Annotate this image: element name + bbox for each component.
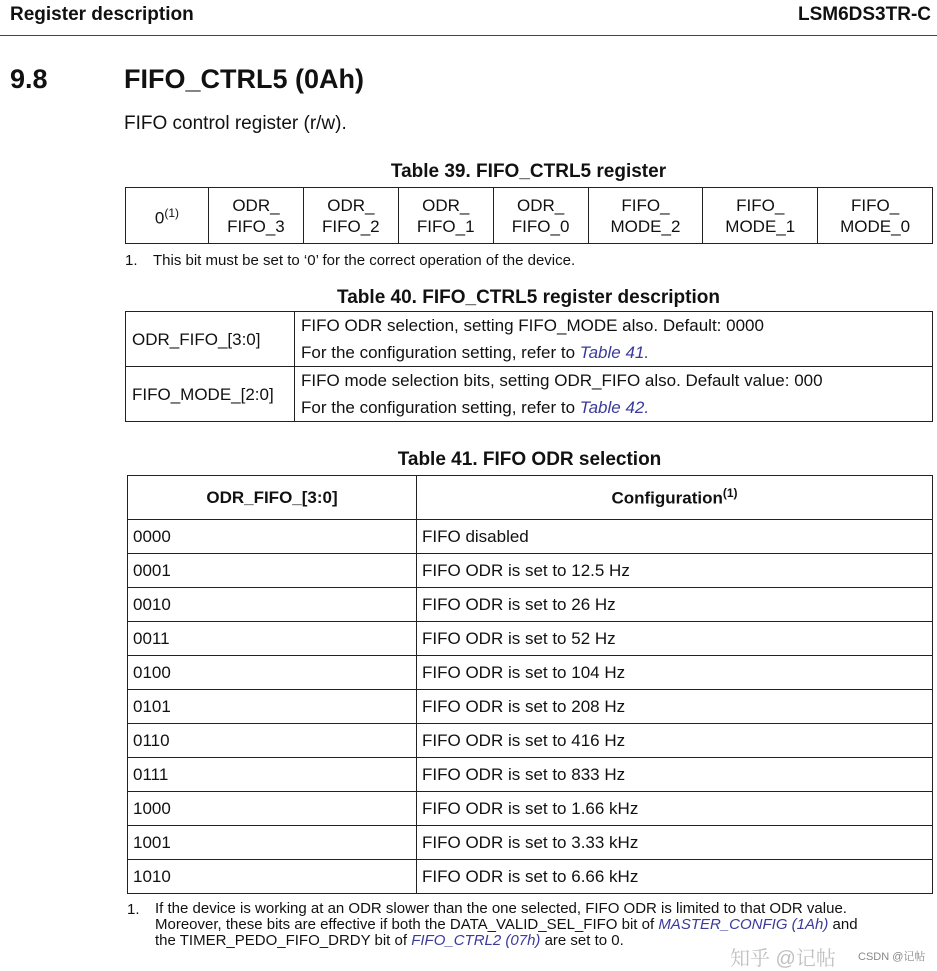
- col-config-footnote-ref: (1): [722, 486, 738, 501]
- table41-footnote: If the device is working at an ODR slower than the one selected, FIFO ODR is limited to that ODR value. Moreover, these bits are effective if both the DATA_VALID_SEL_FIFO bit of MASTER_CONFIG (1Ah) and the TIMER_PEDO_FIFO_DRDY bit of FIFO_CTRL2 (07h) are set to 0.: [155, 900, 858, 949]
- bit-cell: ODR_ FIFO_0: [493, 188, 588, 244]
- section-title: FIFO_CTRL5 (0Ah): [124, 64, 364, 94]
- odr-cell: 1010: [128, 860, 417, 894]
- master-config-link[interactable]: MASTER_CONFIG (1Ah): [658, 916, 829, 933]
- table41-caption: Table 41. FIFO ODR selection: [397, 449, 662, 470]
- config-cell: FIFO ODR is set to 833 Hz: [417, 758, 933, 792]
- odr-cell: 1000: [128, 792, 417, 826]
- config-cell: FIFO ODR is set to 416 Hz: [417, 724, 933, 758]
- header-right: LSM6DS3TR-C: [797, 4, 931, 25]
- col-odr: ODR_FIFO_[3:0]: [128, 476, 417, 520]
- table-row: [126, 312, 933, 367]
- field-name: ODR_FIFO_[3:0]: [126, 312, 295, 367]
- bit7-value: 0: [154, 208, 165, 228]
- bit-cell: FIFO_ MODE_2: [588, 188, 703, 244]
- field-desc-cell: [295, 367, 933, 422]
- odr-cell: 0111: [128, 758, 417, 792]
- config-cell: FIFO disabled: [417, 520, 933, 554]
- table-row: [128, 588, 933, 622]
- field-desc: FIFO ODR selection, setting FIFO_MODE also. Default: 0000: [301, 316, 764, 335]
- config-cell: FIFO ODR is set to 208 Hz: [417, 690, 933, 724]
- zhihu-watermark: 知乎 @记帖: [730, 948, 836, 970]
- table41-link[interactable]: Table 41.: [579, 343, 650, 362]
- config-cell: FIFO ODR is set to 1.66 kHz: [417, 792, 933, 826]
- csdn-watermark: CSDN @记帖: [858, 951, 926, 963]
- bit-cell: FIFO_ MODE_1: [703, 188, 818, 244]
- bit-cell: ODR_ FIFO_2: [303, 188, 398, 244]
- table-row: [128, 656, 933, 690]
- table41-footnote-num: 1.: [127, 901, 140, 918]
- table-row: [128, 792, 933, 826]
- table-row: [126, 367, 933, 422]
- config-cell: FIFO ODR is set to 104 Hz: [417, 656, 933, 690]
- col-config: [417, 476, 933, 520]
- odr-cell: 0010: [128, 588, 417, 622]
- table-row: [128, 690, 933, 724]
- field-ref: For the configuration setting, refer to: [301, 398, 580, 417]
- table-row: [128, 758, 933, 792]
- config-cell: FIFO ODR is set to 26 Hz: [417, 588, 933, 622]
- field-name: FIFO_MODE_[2:0]: [126, 367, 295, 422]
- header-rule: [0, 35, 937, 36]
- field-ref: For the configuration setting, refer to: [301, 343, 580, 362]
- bit-cell: FIFO_ MODE_0: [818, 188, 933, 244]
- odr-cell: 1001: [128, 826, 417, 860]
- table-row: [128, 826, 933, 860]
- register-description-table: [125, 311, 933, 422]
- odr-cell: 0001: [128, 554, 417, 588]
- table-row: [128, 860, 933, 894]
- bit-cell: ODR_ FIFO_1: [398, 188, 493, 244]
- table39-footnote: This bit must be set to ‘0’ for the correct operation of the device.: [153, 252, 576, 269]
- table42-link[interactable]: Table 42.: [579, 398, 650, 417]
- odr-cell: 0100: [128, 656, 417, 690]
- odr-cell: 0000: [128, 520, 417, 554]
- register-table: [125, 187, 933, 244]
- table-row: [128, 622, 933, 656]
- section-number: 9.8: [10, 64, 48, 94]
- bit-cell: ODR_ FIFO_3: [209, 188, 304, 244]
- config-cell: FIFO ODR is set to 12.5 Hz: [417, 554, 933, 588]
- odr-cell: 0110: [128, 724, 417, 758]
- table40-caption: Table 40. FIFO_CTRL5 register description: [337, 287, 720, 308]
- bit7-footnote-ref: (1): [164, 205, 180, 220]
- config-cell: FIFO ODR is set to 3.33 kHz: [417, 826, 933, 860]
- table-row: [128, 724, 933, 758]
- field-desc-cell: [295, 312, 933, 367]
- config-cell: FIFO ODR is set to 6.66 kHz: [417, 860, 933, 894]
- odr-cell: 0101: [128, 690, 417, 724]
- bit7-cell: [126, 188, 209, 244]
- config-cell: FIFO ODR is set to 52 Hz: [417, 622, 933, 656]
- section-subtitle: FIFO control register (r/w).: [124, 113, 347, 134]
- odr-selection-table: [127, 475, 933, 894]
- col-config-label: Configuration: [611, 488, 723, 508]
- odr-cell: 0011: [128, 622, 417, 656]
- fifo-ctrl2-link[interactable]: FIFO_CTRL2 (07h): [411, 932, 541, 949]
- table39-caption: Table 39. FIFO_CTRL5 register: [390, 161, 667, 182]
- field-desc: FIFO mode selection bits, setting ODR_FIFO also. Default value: 000: [301, 371, 823, 390]
- header-left: Register description: [10, 4, 194, 25]
- table-row: [128, 554, 933, 588]
- table-row: [128, 520, 933, 554]
- table39-footnote-num: 1.: [125, 252, 138, 269]
